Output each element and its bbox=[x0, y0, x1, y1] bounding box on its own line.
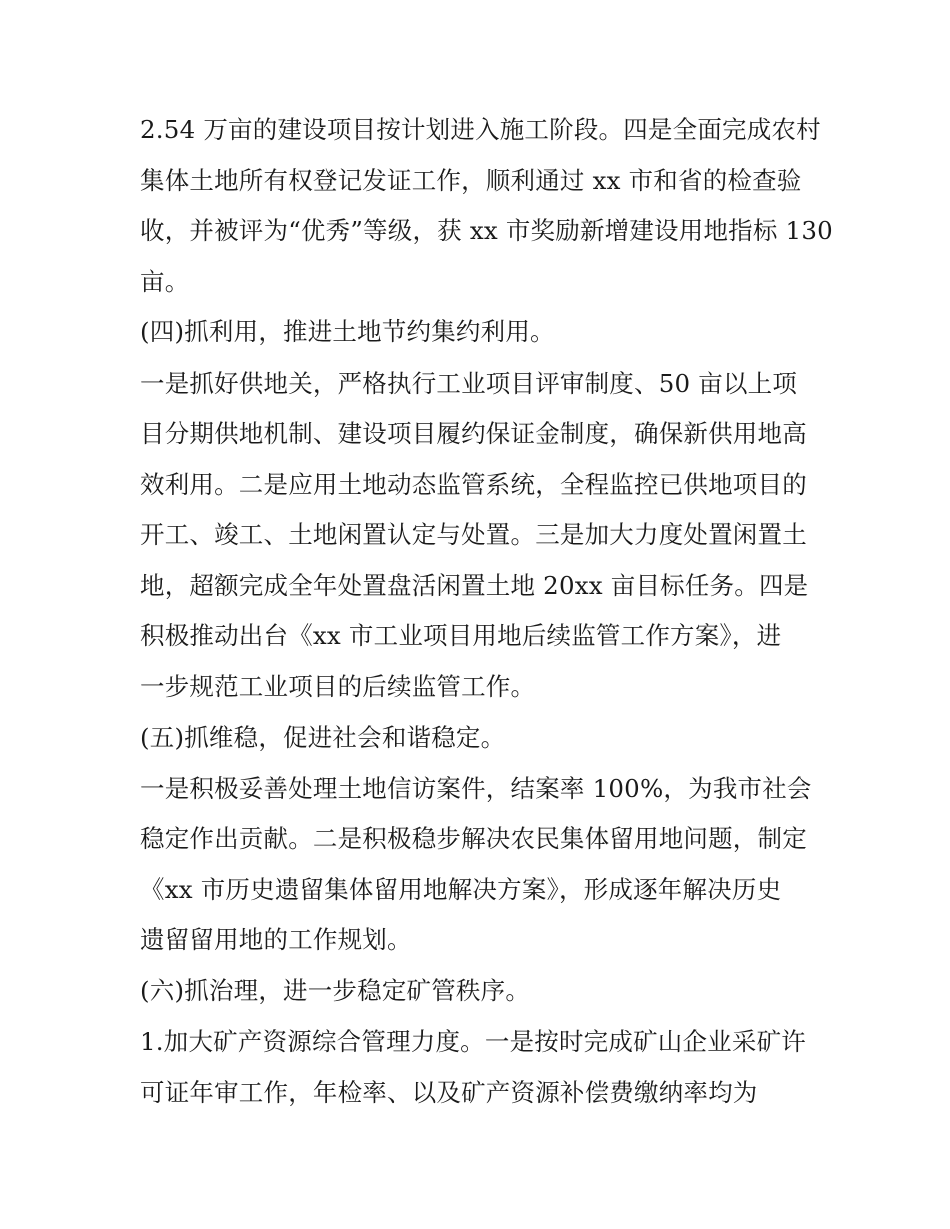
text-line: 集体土地所有权登记发证工作，顺利通过 xx 市和省的检查验 bbox=[140, 166, 802, 195]
text-line: 1.加大矿产资源综合管理力度。一是按时完成矿山企业采矿许 bbox=[140, 1027, 806, 1056]
text-line: 《xx 市历史遗留集体留用地解决方案》，形成逐年解决历史 bbox=[140, 875, 782, 904]
text-line: 一是积极妥善处理土地信访案件，结案率 100%，为我市社会 bbox=[140, 774, 812, 803]
text-line: 2.54 万亩的建设项目按计划进入施工阶段。四是全面完成农村 bbox=[140, 115, 821, 144]
text-line: 积极推动出台《xx 市工业项目用地后续监管工作方案》，进 bbox=[140, 621, 782, 650]
section-heading: (六)抓治理，进一步稳定矿管秩序。 bbox=[140, 976, 531, 1005]
text-line: 一是抓好供地关，严格执行工业项目评审制度、50 亩以上项 bbox=[140, 369, 798, 398]
text-line: 地，超额完成全年处置盘活闲置土地 20xx 亩目标任务。四是 bbox=[140, 571, 809, 600]
text-line: 目分期供地机制、建设项目履约保证金制度，确保新供用地高 bbox=[140, 419, 807, 448]
text-line: 可证年审工作，年检率、以及矿产资源补偿费缴纳率均为 bbox=[140, 1078, 758, 1107]
text-line: 开工、竣工、土地闲置认定与处置。三是加大力度处置闲置土 bbox=[140, 520, 807, 549]
text-line: 收，并被评为“优秀”等级，获 xx 市奖励新增建设用地指标 130 bbox=[140, 216, 833, 245]
text-line: 遗留留用地的工作规划。 bbox=[140, 925, 412, 954]
text-line: 一步规范工业项目的后续监管工作。 bbox=[140, 672, 536, 701]
text-line: 亩。 bbox=[140, 267, 190, 296]
text-line: 稳定作出贡献。二是积极稳步解决农民集体留用地问题，制定 bbox=[140, 824, 807, 853]
section-heading: (四)抓利用，推进土地节约集约利用。 bbox=[140, 317, 555, 346]
section-heading: (五)抓维稳，促进社会和谐稳定。 bbox=[140, 723, 506, 752]
text-line: 效利用。二是应用土地动态监管系统，全程监控已供地项目的 bbox=[140, 470, 807, 499]
